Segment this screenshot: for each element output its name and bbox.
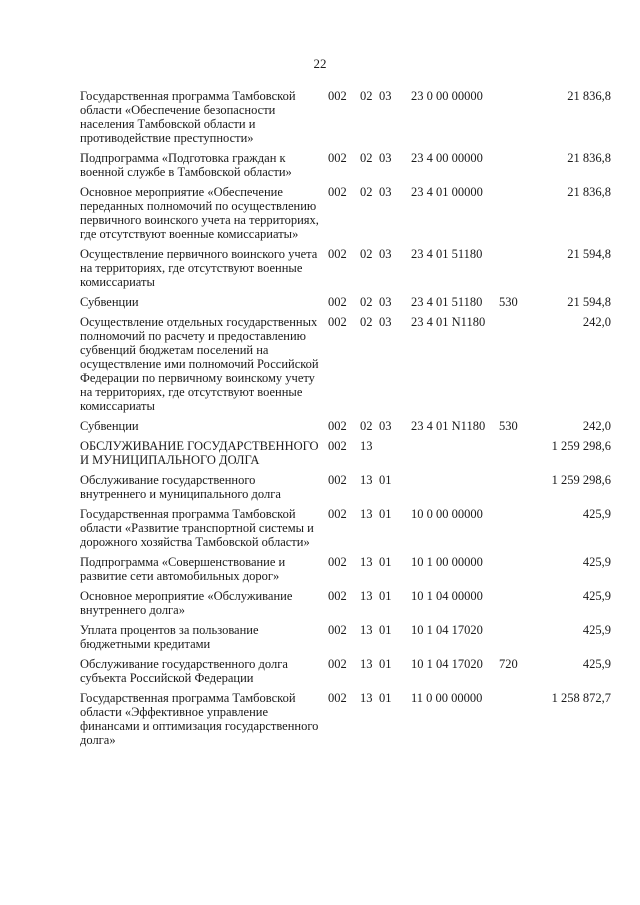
row-subsection-code: 01 — [379, 657, 392, 671]
row-ved-code: 002 — [328, 315, 347, 329]
row-ved-code: 002 — [328, 589, 347, 603]
table-row — [80, 185, 611, 247]
row-name: Субвенции — [80, 295, 139, 309]
row-target-article: 23 4 01 51180 — [411, 295, 483, 309]
row-target-article: 10 1 04 17020 — [411, 623, 483, 637]
row-target-article — [411, 473, 499, 507]
row-amount: 242,0 — [582, 419, 611, 433]
row-subsection-code: 03 — [379, 247, 392, 261]
row-ved-code: 002 — [328, 439, 347, 453]
budget-table — [80, 89, 611, 753]
row-subsection-code — [379, 439, 411, 473]
row-section-code: 13 — [360, 555, 373, 569]
row-name: Уплата процентов за пользование бюджетными кредитами — [80, 623, 259, 651]
table-row — [80, 623, 611, 657]
table-row — [80, 315, 611, 419]
row-name: Основное мероприятие «Обслуживание внутреннего долга» — [80, 589, 293, 617]
row-expense-type — [499, 151, 531, 185]
row-expense-type — [499, 589, 531, 623]
row-name: Подпрограмма «Подготовка граждан к военной службе в Тамбовской области» — [80, 151, 292, 179]
row-ved-code: 002 — [328, 473, 347, 487]
row-name: Государственная программа Тамбовской области «Эффективное управление финансами и оптимизация государственного долга» — [80, 691, 319, 747]
row-target-article: 23 4 01 N1180 — [411, 419, 486, 433]
row-ved-code: 002 — [328, 507, 347, 521]
row-subsection-code: 01 — [379, 555, 392, 569]
row-subsection-code: 03 — [379, 185, 392, 199]
row-amount: 425,9 — [582, 507, 611, 521]
row-expense-type — [499, 473, 531, 507]
table-row — [80, 151, 611, 185]
row-expense-type: 720 — [499, 657, 518, 671]
row-expense-type — [499, 439, 531, 473]
row-section-code: 13 — [360, 473, 373, 487]
row-target-article: 10 1 04 00000 — [411, 589, 483, 603]
row-amount: 425,9 — [582, 657, 611, 671]
row-name: Осуществление первичного воинского учета на территориях, где отсутствуют военные комиссариаты — [80, 247, 318, 289]
row-subsection-code: 03 — [379, 151, 392, 165]
row-expense-type: 530 — [499, 419, 518, 433]
row-name: Основное мероприятие «Обеспечение переданных полномочий по осуществлению первичного воинского учета на территориях, где отсутствуют военные комиссариаты» — [80, 185, 319, 241]
row-subsection-code: 03 — [379, 419, 392, 433]
row-name: Подпрограмма «Совершенствование и развитие сети автомобильных дорог» — [80, 555, 286, 583]
table-row — [80, 439, 611, 473]
row-target-article: 10 0 00 00000 — [411, 507, 483, 521]
table-row — [80, 247, 611, 295]
row-amount: 1 259 298,6 — [551, 473, 611, 487]
row-section-code: 02 — [360, 247, 373, 261]
row-subsection-code: 01 — [379, 473, 392, 487]
row-name: Субвенции — [80, 419, 139, 433]
row-amount: 21 836,8 — [567, 185, 611, 199]
row-section-code: 02 — [360, 295, 373, 309]
table-row — [80, 555, 611, 589]
row-target-article: 23 4 01 51180 — [411, 247, 483, 261]
table-row — [80, 691, 611, 753]
row-name: Обслуживание государственного внутреннего и муниципального долга — [80, 473, 281, 501]
row-expense-type — [499, 555, 531, 589]
row-amount: 21 594,8 — [567, 295, 611, 309]
row-amount: 425,9 — [582, 589, 611, 603]
row-section-code: 02 — [360, 315, 373, 329]
row-amount: 1 259 298,6 — [551, 439, 611, 453]
row-section-code: 13 — [360, 623, 373, 637]
row-section-code: 02 — [360, 89, 373, 103]
row-ved-code: 002 — [328, 691, 347, 705]
row-amount: 21 836,8 — [567, 151, 611, 165]
row-section-code: 02 — [360, 419, 373, 433]
row-section-code: 13 — [360, 657, 373, 671]
row-subsection-code: 01 — [379, 623, 392, 637]
row-name: Осуществление отдельных государственных полномочий по расчету и предоставлению субвенций бюджетам поселений на осуществление ими полномочий Российской Федерации по первичному воинскому учету на территориях, где отсутствуют военные комиссариаты — [80, 315, 319, 413]
row-ved-code: 002 — [328, 295, 347, 309]
row-ved-code: 002 — [328, 555, 347, 569]
row-section-code: 13 — [360, 439, 373, 453]
table-body — [80, 89, 611, 753]
row-target-article: 11 0 00 00000 — [411, 691, 483, 705]
row-subsection-code: 03 — [379, 315, 392, 329]
row-target-article: 23 4 01 00000 — [411, 185, 483, 199]
row-subsection-code: 01 — [379, 507, 392, 521]
row-ved-code: 002 — [328, 623, 347, 637]
row-target-article: 23 4 01 N1180 — [411, 315, 486, 329]
row-subsection-code: 03 — [379, 89, 392, 103]
row-target-article: 23 4 00 00000 — [411, 151, 483, 165]
row-section-code: 02 — [360, 185, 373, 199]
row-amount: 242,0 — [582, 315, 611, 329]
row-ved-code: 002 — [328, 151, 347, 165]
row-name: Государственная программа Тамбовской области «Развитие транспортной системы и дорожного хозяйства Тамбовской области» — [80, 507, 314, 549]
row-section-code: 02 — [360, 151, 373, 165]
table-row — [80, 295, 611, 315]
row-expense-type — [499, 185, 531, 247]
table-row — [80, 419, 611, 439]
row-target-article: 23 0 00 00000 — [411, 89, 483, 103]
row-name: Государственная программа Тамбовской области «Обеспечение безопасности населения Тамбовской области и противодействие преступности» — [80, 89, 296, 145]
row-amount: 425,9 — [582, 623, 611, 637]
row-name: Обслуживание государственного долга субъекта Российской Федерации — [80, 657, 288, 685]
page-number: 22 — [313, 56, 327, 71]
row-expense-type — [499, 691, 531, 753]
row-amount: 21 836,8 — [567, 89, 611, 103]
row-amount: 425,9 — [582, 555, 611, 569]
table-row — [80, 507, 611, 555]
row-ved-code: 002 — [328, 419, 347, 433]
table-row — [80, 89, 611, 151]
row-expense-type — [499, 89, 531, 151]
row-section-code: 13 — [360, 691, 373, 705]
row-ved-code: 002 — [328, 89, 347, 103]
row-target-article: 10 1 04 17020 — [411, 657, 483, 671]
row-expense-type — [499, 315, 531, 419]
row-section-code: 13 — [360, 507, 373, 521]
row-expense-type — [499, 623, 531, 657]
row-ved-code: 002 — [328, 185, 347, 199]
row-ved-code: 002 — [328, 247, 347, 261]
table-row — [80, 657, 611, 691]
row-target-article: 10 1 00 00000 — [411, 555, 483, 569]
table-row — [80, 473, 611, 507]
row-name: ОБСЛУЖИВАНИЕ ГОСУДАРСТВЕННОГО И МУНИЦИПАЛЬНОГО ДОЛГА — [80, 439, 319, 467]
row-subsection-code: 01 — [379, 691, 392, 705]
row-expense-type: 530 — [499, 295, 518, 309]
row-expense-type — [499, 247, 531, 295]
row-target-article — [411, 439, 499, 473]
row-ved-code: 002 — [328, 657, 347, 671]
row-amount: 21 594,8 — [567, 247, 611, 261]
row-amount: 1 258 872,7 — [551, 691, 611, 705]
row-subsection-code: 03 — [379, 295, 392, 309]
table-row — [80, 589, 611, 623]
row-subsection-code: 01 — [379, 589, 392, 603]
row-expense-type — [499, 507, 531, 555]
row-section-code: 13 — [360, 589, 373, 603]
